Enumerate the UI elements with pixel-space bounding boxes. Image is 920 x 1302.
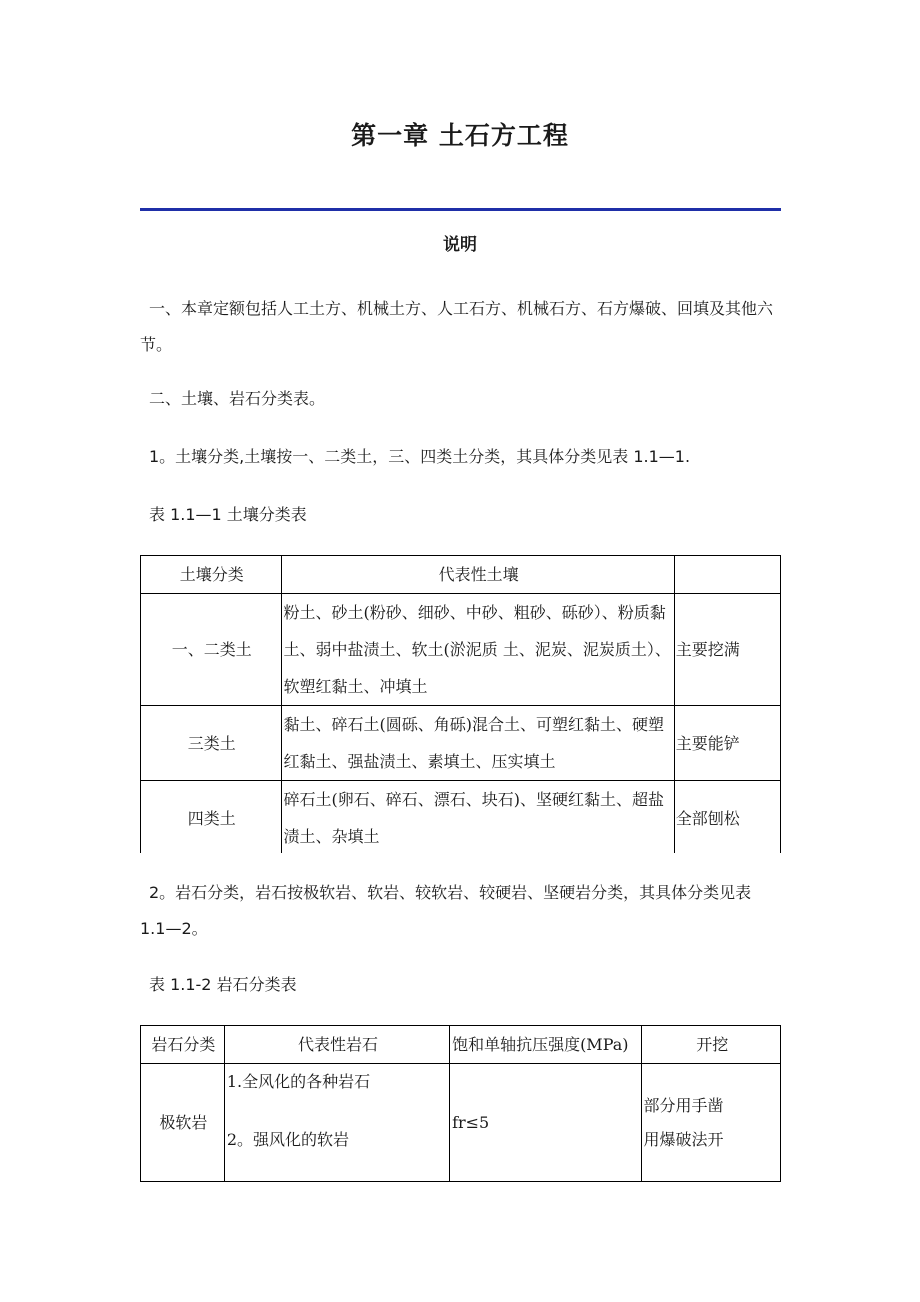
rock-strength-cell: fr≤5 <box>450 1064 642 1182</box>
rock-representative-line: 1.全风化的各种岩石 <box>226 1072 371 1091</box>
soil-class-cell: 一、二类土 <box>141 594 282 706</box>
table-row <box>141 781 781 854</box>
rock-method-cell <box>642 1064 781 1182</box>
soil-method-cell: 主要能铲 <box>674 706 780 781</box>
section-subtitle: 说明 <box>443 235 477 255</box>
header-cell <box>674 556 780 594</box>
table-row <box>141 706 781 781</box>
table-row <box>141 1064 781 1182</box>
soil-representative-cell: 黏土、碎石土(圆砾、角砾)混合土、可塑红黏土、硬塑红黏土、强盐渍土、素填土、压实填土 <box>281 706 674 781</box>
rock-representative-line: 2。强风化的软岩 <box>226 1130 350 1149</box>
paragraph-2: 二、土壤、岩石分类表。 <box>149 389 326 408</box>
header-cell: 代表性土壤 <box>281 556 674 594</box>
header-cell: 岩石分类 <box>141 1026 225 1064</box>
header-cell: 饱和单轴抗压强度(MPa) <box>450 1026 642 1064</box>
soil-method-cell: 全部刨松 <box>674 781 780 854</box>
table-header-row <box>141 1026 781 1064</box>
rock-table-wrapper <box>140 1025 781 1183</box>
soil-representative-cell: 碎石土(卵石、碎石、漂石、块石)、坚硬红黏土、超盐渍土、杂填土 <box>281 781 674 854</box>
header-cell: 开挖 <box>642 1026 781 1064</box>
header-cell: 代表性岩石 <box>224 1026 449 1064</box>
soil-method-cell: 主要挖满 <box>674 594 780 706</box>
rock-representative-cell <box>224 1064 449 1182</box>
table-header-row <box>141 556 781 594</box>
table-row <box>141 594 781 706</box>
paragraph-1: 一、本章定额包括人工土方、机械土方、人工石方、机械石方、石方爆破、回填及其他六节。 <box>140 299 774 354</box>
soil-class-cell: 四类土 <box>141 781 282 854</box>
soil-table-wrapper <box>140 555 781 853</box>
soil-class-cell: 三类土 <box>141 706 282 781</box>
rock-class-cell: 极软岩 <box>141 1064 225 1182</box>
rock-method-line: 部分用手凿 <box>643 1095 724 1115</box>
paragraph-4: 2。岩石分类，岩石按极软岩、软岩、较软岩、较硬岩、坚硬岩分类，其具体分类见表 1.1—2。 <box>140 883 752 938</box>
soil-representative-cell: 粉土、砂土(粉砂、细砂、中砂、粗砂、砾砂）、粉质黏土、弱中盐渍土、软土(淤泥质 土、泥炭、泥炭质土）、软塑红黏土、冲填土 <box>281 594 674 706</box>
table2-caption: 表 1.1-2 岩石分类表 <box>149 975 297 994</box>
rock-method-line: 用爆破法开 <box>643 1129 724 1149</box>
rock-classification-table <box>140 1025 781 1182</box>
chapter-title: 第一章 土石方工程 <box>351 121 569 150</box>
soil-classification-table <box>140 555 781 853</box>
paragraph-3: 1。土壤分类,土壤按一、二类土，三、四类土分类，其具体分类见表 1.1—1. <box>149 447 691 466</box>
header-cell: 土壤分类 <box>141 556 282 594</box>
title-divider <box>140 208 781 211</box>
table1-caption: 表 1.1—1 土壤分类表 <box>149 505 307 524</box>
